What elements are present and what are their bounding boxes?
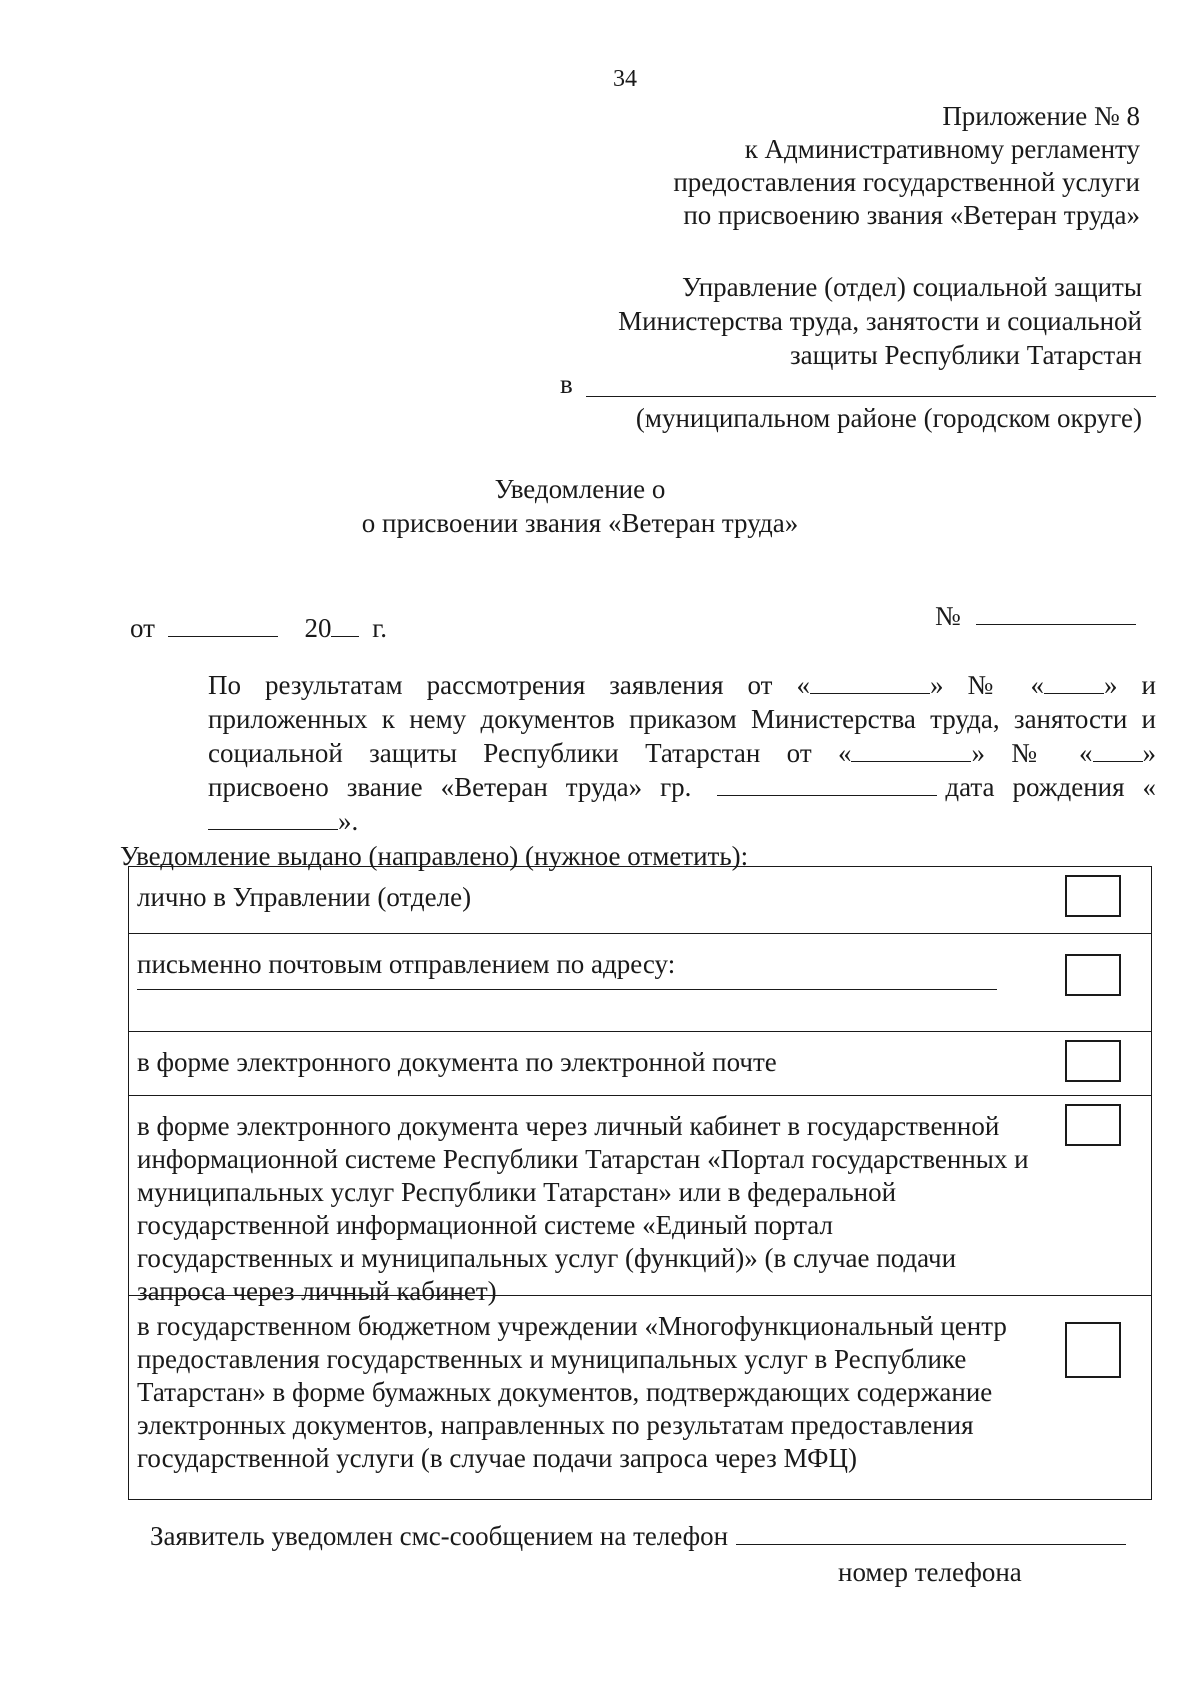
notice-title-line: о присвоении звания «Ветеран труда» — [361, 508, 799, 538]
application-date-blank[interactable] — [810, 693, 930, 694]
municipality-caption: (муниципальном районе (городском округе) — [635, 403, 1142, 433]
application-number-blank[interactable] — [1044, 693, 1104, 694]
delivery-options-table — [128, 866, 1152, 1500]
order-date-blank[interactable] — [851, 761, 971, 762]
phone-caption: номер телефона — [838, 1557, 1022, 1587]
body-text: » № « — [929, 670, 1045, 700]
delivery-option-label: в форме электронного документа по электронной почте — [137, 1047, 777, 1077]
page-number: 34 — [613, 66, 637, 92]
delivery-option-label: письменно почтовым отправлением по адресу: — [137, 949, 676, 979]
in-label: в — [560, 369, 573, 399]
recipient-line: защиты Республики Татарстан — [789, 340, 1142, 370]
phone-blank[interactable] — [736, 1544, 1126, 1545]
delivery-option-row — [129, 1095, 1151, 1306]
number-blank[interactable] — [976, 624, 1136, 625]
delivery-option-label: в форме электронного документа через личный кабинет в государственной информационной системе Республики Татарстан «Портал государственных и муниципальных услуг Республики Татарстан» или в федеральной государственной информационной системе «Единый портал государственных и муниципальных услуг (функций)» (в случае подачи запроса через личный кабинет) — [137, 1111, 1029, 1306]
delivery-option-row — [129, 867, 1151, 933]
order-number-blank[interactable] — [1093, 761, 1143, 762]
delivery-option-row — [129, 1295, 1151, 1499]
delivery-option-checkbox[interactable] — [1065, 1104, 1121, 1146]
body-text: » присвоено звание «Ветеран труда» гр. — [208, 738, 1156, 802]
appendix-reference: к Административному регламенту — [744, 134, 1140, 164]
sms-notification-line — [150, 1520, 1126, 1554]
recipient-block — [442, 270, 1142, 372]
notice-title — [0, 472, 1160, 540]
citizen-name-blank[interactable] — [717, 795, 937, 796]
address-blank[interactable] — [137, 989, 997, 990]
appendix-header — [440, 100, 1140, 232]
main-paragraph — [120, 668, 1156, 838]
delivery-option-checkbox[interactable] — [1065, 954, 1121, 996]
number-line — [935, 600, 1136, 634]
appendix-number: Приложение № 8 — [942, 101, 1140, 131]
date-blank[interactable] — [168, 636, 278, 637]
delivery-label: Уведомление выдано (направлено) (нужное отметить): — [120, 841, 749, 871]
delivery-option-checkbox[interactable] — [1065, 1322, 1121, 1378]
municipality-blank[interactable] — [586, 396, 1156, 397]
delivery-option-checkbox[interactable] — [1065, 1040, 1121, 1082]
delivery-option-label: лично в Управлении (отделе) — [137, 882, 472, 912]
appendix-reference: по присвоению звания «Ветеран труда» — [683, 200, 1140, 230]
notice-title-line: Уведомление о — [494, 474, 666, 504]
year-blank[interactable] — [331, 636, 359, 637]
delivery-option-checkbox[interactable] — [1065, 875, 1121, 917]
delivery-option-label: в государственном бюджетном учреждении «Многофункциональный центр предоставления государственных и муниципальных услуг в Республике Татарстан» в форме бумажных документов, подтверждающих содержание электронных документов, направленных по результатам предоставления государственной услуги (в случае подачи запроса через МФЦ) — [137, 1311, 1007, 1473]
delivery-option-row — [129, 933, 1151, 1031]
body-text: » и приложенных к нему документов приказом Министерства труда, занятости и социальной защиты Республики Татарстан от « — [208, 670, 1156, 768]
sms-label: Заявитель уведомлен смс-сообщением на телефон — [150, 1521, 729, 1551]
from-label: от — [130, 613, 155, 643]
body-text: дата рождения « — [945, 772, 1156, 802]
date-line — [130, 612, 387, 646]
year-suffix: г. — [372, 613, 387, 643]
appendix-reference: предоставления государственной услуги — [673, 167, 1140, 197]
body-text: ». — [338, 806, 359, 836]
delivery-option-row — [129, 1031, 1151, 1095]
body-text: » № « — [971, 738, 1093, 768]
year-label: 20 — [304, 613, 332, 643]
birth-date-blank[interactable] — [208, 829, 338, 830]
recipient-line: Министерства труда, занятости и социальной — [618, 306, 1142, 336]
body-text: По результатам рассмотрения заявления от « — [208, 670, 810, 700]
recipient-line: Управление (отдел) социальной защиты — [681, 272, 1142, 302]
number-label: № — [935, 601, 961, 631]
